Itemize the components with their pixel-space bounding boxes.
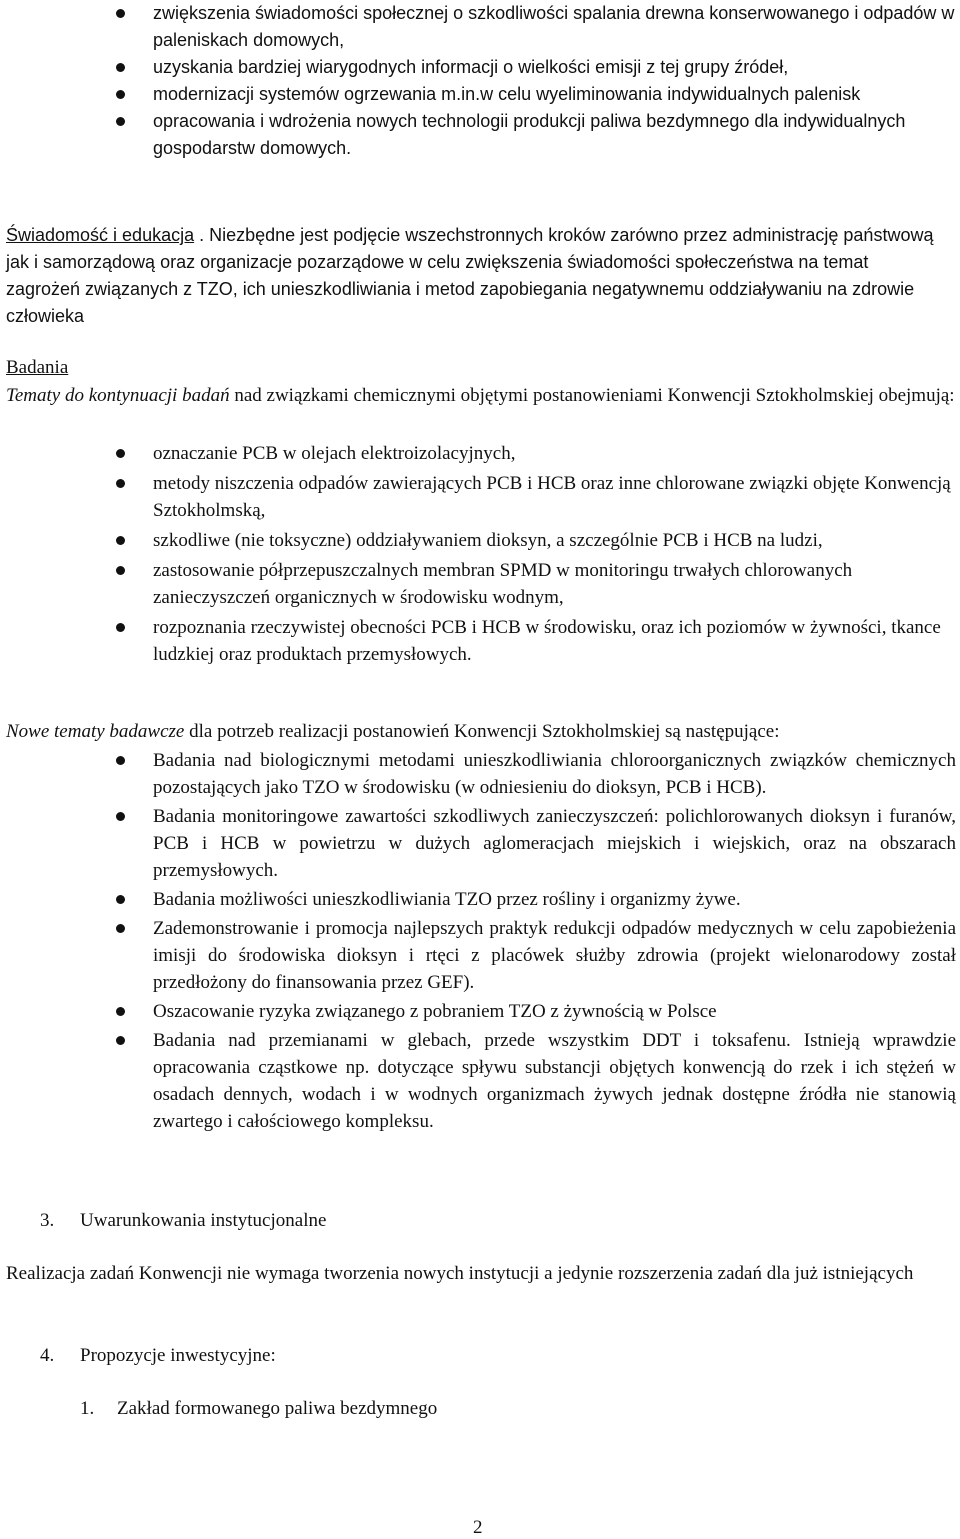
list-item-text: oznaczanie PCB w olejach elektroizolacyjnych, — [153, 443, 516, 464]
list-item-text: metody niszczenia odpadów zawierających PCB i HCB oraz inne chlorowane związki objęte Konwencją Sztokholmską, — [153, 473, 951, 521]
list-item — [6, 915, 956, 996]
list-item-text: uzyskania bardziej wiarygodnych informacji o wielkości emisji z tej grupy źródeł, — [153, 57, 789, 77]
awareness-text: . Niezbędne jest podjęcie wszechstronnych kroków zarówno przez administrację państwową jak i samorządową oraz organizacje pozarządowe w celu zwiększenia świadomości społeczeństwa na temat zagrożeń związanych z TZO, ich unieszkodliwiania i metod zapobiegania negatywnemu oddziaływaniu na zdrowie człowieka — [6, 225, 934, 326]
list-item — [6, 747, 956, 801]
new-topics-intro — [6, 719, 956, 746]
page-number: 2 — [473, 1517, 483, 1538]
bullet-icon — [116, 117, 125, 126]
section-3-number: 3. — [40, 1210, 55, 1231]
research-heading-text: Badania — [6, 357, 69, 378]
list-item — [6, 614, 956, 668]
list-item — [6, 886, 956, 913]
awareness-paragraph — [6, 222, 946, 330]
bullet-icon — [116, 756, 125, 765]
list-item — [6, 81, 956, 108]
bullet-icon — [116, 449, 125, 458]
awareness-heading: Świadomość i edukacja — [6, 225, 195, 245]
list-item-text: Zademonstrowanie i promocja najlepszych praktyk redukcji odpadów medycznych w celu zapobieżenia imisji do środowiska dioksyn i rtęci z placówek służby zdrowia (projekt wielonarodowy został przedłożony do finansowania przez GEF). — [153, 918, 956, 993]
investment-item-number: 1. — [80, 1398, 95, 1419]
research-intro-emph: Tematy do kontynuacji badań — [6, 385, 230, 406]
bullet-icon — [116, 566, 125, 575]
new-topics-intro-rest: dla potrzeb realizacji postanowień Konwencji Sztokholmskiej są następujące: — [184, 721, 780, 742]
section-3-title: Uwarunkowania instytucjonalne — [80, 1210, 327, 1231]
list-item — [6, 998, 956, 1025]
list-item-text: Badania nad przemianami w glebach, przede wszystkim DDT i toksafenu. Istnieją wprawdzie opracowania cząstkowe np. dotyczące spływu substancji objętych konwencją do rzek i ich stężeń w osadach dennych, wodach i w wodnych organizmach żywych jednak dostępne źródła nie stanowią zwartego i całościowego kompleksu. — [153, 1030, 956, 1132]
list-item — [6, 470, 956, 524]
research-intro-rest: nad związkami chemicznymi objętymi postanowieniami Konwencji Sztokholmskiej obejmują: — [229, 385, 955, 406]
bullet-icon — [116, 9, 125, 18]
list-item-text: Badania monitoringowe zawartości szkodliwych zanieczyszczeń: polichlorowanych dioksyn i furanów, PCB i HCB w powietrzu w dużych aglomeracjach miejskich i wiejskich, oraz na obszarach przemysłowych. — [153, 806, 956, 881]
bullet-icon — [116, 812, 125, 821]
bullet-icon — [116, 536, 125, 545]
list-item — [6, 440, 956, 467]
list-item — [6, 0, 956, 54]
investment-item-title: Zakład formowanego paliwa bezdymnego — [117, 1398, 438, 1419]
section-4-title: Propozycje inwestycyjne: — [80, 1345, 276, 1366]
top-bullet-list — [6, 0, 956, 162]
list-item — [6, 1027, 956, 1135]
list-item-text: Badania możliwości unieszkodliwiania TZO przez rośliny i organizmy żywe. — [153, 889, 741, 910]
list-item — [6, 527, 956, 554]
list-item-text: opracowania i wdrożenia nowych technologii produkcji paliwa bezdymnego dla indywidualnych gospodarstw domowych. — [153, 111, 906, 158]
bullet-icon — [116, 90, 125, 99]
list-item-text: Oszacowanie ryzyka związanego z pobraniem TZO z żywnością w Polsce — [153, 1001, 717, 1022]
list-item-text: szkodliwe (nie toksyczne) oddziaływaniem dioksyn, a szczególnie PCB i HCB na ludzi, — [153, 530, 823, 551]
research-bullet-list — [6, 440, 956, 668]
list-item — [6, 803, 956, 884]
section-3-paragraph: Realizacja zadań Konwencji nie wymaga tworzenia nowych instytucji a jedynie rozszerzenia zadań dla już istniejących — [6, 1263, 914, 1284]
bullet-icon — [116, 1036, 125, 1045]
bullet-icon — [116, 479, 125, 488]
list-item — [6, 108, 956, 162]
list-item — [6, 557, 956, 611]
bullet-icon — [116, 623, 125, 632]
new-topics-intro-emph: Nowe tematy badawcze — [6, 721, 185, 742]
bullet-icon — [116, 924, 125, 933]
bullet-icon — [116, 1007, 125, 1016]
research-intro — [6, 383, 956, 410]
list-item — [6, 54, 956, 81]
section-4-number: 4. — [40, 1345, 55, 1366]
list-item-text: Badania nad biologicznymi metodami unieszkodliwiania chloroorganicznych związków chemicznych pozostających jako TZO w środowisku (w odniesieniu do dioksyn, PCB i HCB). — [153, 750, 956, 798]
list-item-text: zwiększenia świadomości społecznej o szkodliwości spalania drewna konserwowanego i odpadów w paleniskach domowych, — [153, 3, 955, 50]
research-heading — [6, 355, 68, 382]
list-item-text: zastosowanie półprzepuszczalnych membran SPMD w monitoringu trwałych chlorowanych zanieczyszczeń organicznych w środowisku wodnym, — [153, 560, 853, 608]
new-topics-bullet-list — [6, 747, 956, 1135]
list-item-text: modernizacji systemów ogrzewania m.in.w celu wyeliminowania indywidualnych palenisk — [153, 84, 861, 104]
bullet-icon — [116, 895, 125, 904]
list-item-text: rozpoznania rzeczywistej obecności PCB i HCB w środowisku, oraz ich poziomów w żywności, tkance ludzkiej oraz produktach przemysłowych. — [153, 617, 941, 665]
bullet-icon — [116, 63, 125, 72]
